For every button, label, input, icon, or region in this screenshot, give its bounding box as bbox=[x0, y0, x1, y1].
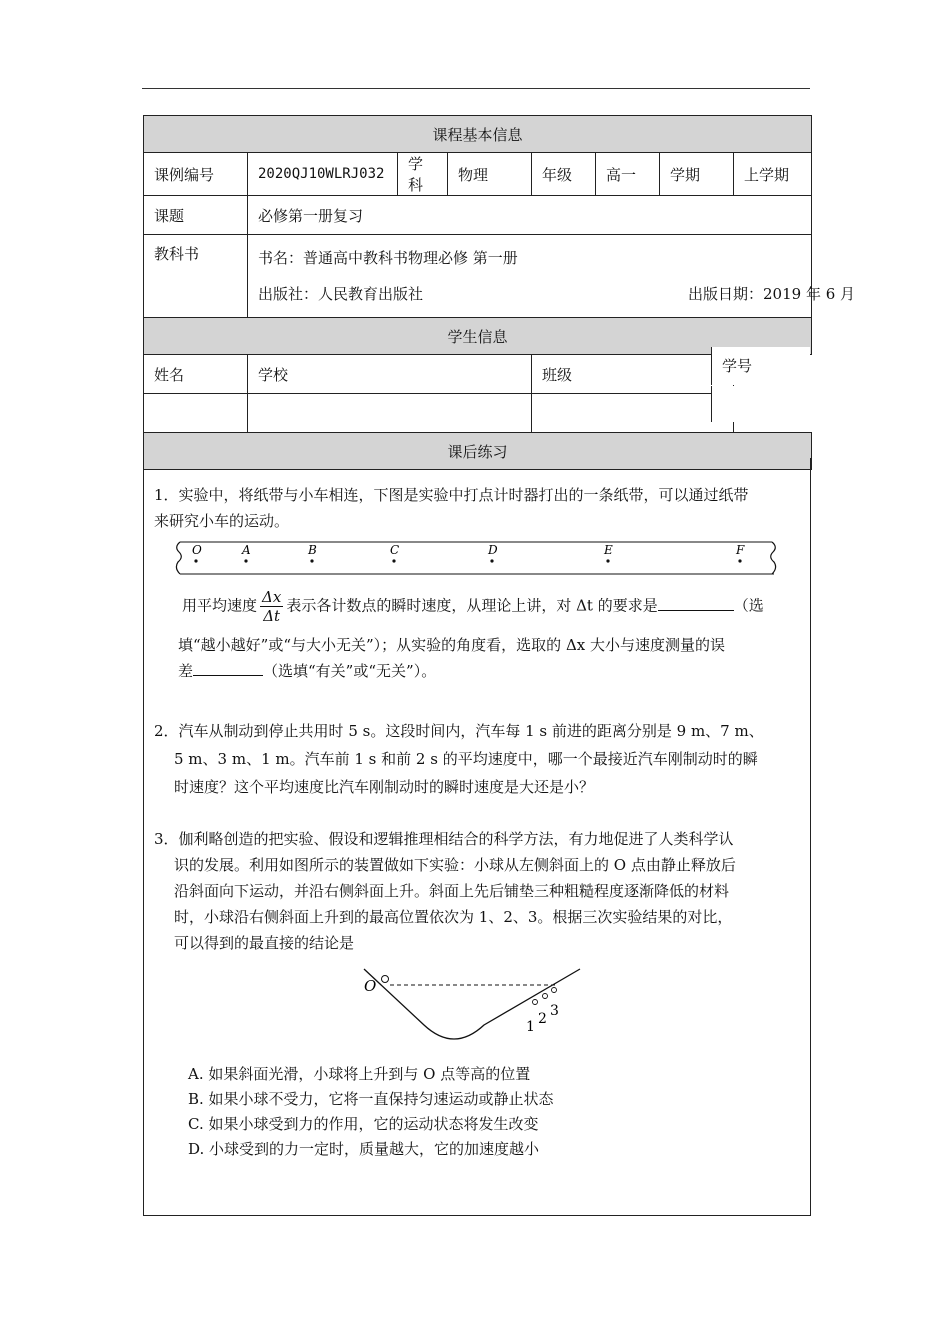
school-input[interactable] bbox=[248, 394, 532, 433]
student-id-label-overlay: 学号 bbox=[711, 347, 810, 385]
course-id-label: 课例编号 bbox=[144, 153, 248, 196]
frac-numerator: Δx bbox=[262, 588, 282, 606]
publication-date: 出版日期：2019 年 6 月 bbox=[688, 285, 856, 303]
tape-dot-C bbox=[392, 559, 395, 562]
tape-label-C: C bbox=[390, 543, 400, 557]
q1-blank-2[interactable] bbox=[193, 661, 263, 676]
student-id-input-overlay[interactable] bbox=[711, 386, 811, 422]
section-title-course-info: 课程基本信息 bbox=[144, 116, 812, 153]
q1-l3c: （选 bbox=[733, 596, 764, 615]
ball-at-O bbox=[382, 976, 389, 983]
avg-velocity-fraction bbox=[260, 588, 283, 625]
ball-position-1 bbox=[533, 1000, 538, 1005]
school-label: 学校 bbox=[248, 355, 532, 394]
q1-l5b: （选填“有关”或“无关”）。 bbox=[263, 662, 437, 680]
section-title-exercises: 课后练习 bbox=[144, 433, 812, 470]
q3-line1: 3．伽利略创造的把实验、假设和逻辑推理相结合的科学方法，有力地促进了人类科学认 bbox=[154, 830, 734, 848]
q3-line3: 沿斜面向下运动，并沿右侧斜面上升。斜面上先后铺垫三种粗糙程度逐渐降低的材料 bbox=[174, 882, 730, 900]
q3-line2: 识的发展。利用如图所示的装置做如下实验：小球从左侧斜面上的 O 点由静止释放后 bbox=[174, 856, 736, 874]
topic-value: 必修第一册复习 bbox=[248, 196, 812, 235]
q1-line1: 1．实验中，将纸带与小车相连，下图是实验中打点计时器打出的一条纸带，可以通过纸带 bbox=[154, 486, 749, 504]
label-mark-2: 2 bbox=[538, 1011, 547, 1027]
q1-l5a: 差 bbox=[178, 662, 194, 680]
q2-line3: 时速度？这个平均速度比汽车刚制动时的瞬时速度是大还是小？ bbox=[174, 778, 595, 796]
tape-dot-E bbox=[606, 559, 609, 562]
tape-label-E: E bbox=[604, 543, 613, 557]
tape-label-B: B bbox=[308, 543, 317, 557]
class-input[interactable] bbox=[532, 394, 734, 433]
ball-position-3 bbox=[552, 988, 557, 993]
publisher: 出版社：人民教育出版社 bbox=[258, 285, 424, 303]
tape-dot-F bbox=[738, 559, 741, 562]
frac-denominator: Δt bbox=[263, 607, 281, 625]
subject-label: 学科 bbox=[398, 153, 448, 196]
q1-l3a: 用平均速度 bbox=[182, 596, 258, 615]
option-a[interactable]: A. 如果斜面光滑，小球将上升到与 O 点等高的位置 bbox=[188, 1065, 531, 1083]
book-name: 书名：普通高中教科书物理必修 第一册 bbox=[258, 249, 518, 267]
exercise-section bbox=[143, 458, 811, 1216]
tape-label-A: A bbox=[242, 543, 251, 557]
section-title-student-info: 学生信息 bbox=[144, 318, 812, 355]
q1-line2: 来研究小车的运动。 bbox=[154, 512, 290, 530]
textbook-label: 教科书 bbox=[144, 235, 248, 318]
tape-dot-D bbox=[490, 559, 493, 562]
name-input[interactable] bbox=[144, 394, 248, 433]
option-d[interactable]: D. 小球受到的力一定时，质量越大，它的加速度越小 bbox=[188, 1140, 540, 1158]
option-c[interactable]: C. 如果小球受到力的作用，它的运动状态将发生改变 bbox=[188, 1115, 539, 1133]
tape-label-O: O bbox=[192, 543, 202, 557]
tape-label-D: D bbox=[488, 543, 498, 557]
tape-dot-O bbox=[194, 559, 197, 562]
grade-label: 年级 bbox=[532, 153, 596, 196]
q3-line4: 时，小球沿右侧斜面上升到的最高位置依次为 1、2、3。根据三次实验结果的对比， bbox=[174, 908, 733, 926]
term-value: 上学期 bbox=[734, 153, 812, 196]
q1-line4: 填“越小越好”或“与大小无关”）；从实验的角度看，选取的 Δx 大小与速度测量的误 bbox=[178, 636, 726, 654]
header-rule bbox=[142, 88, 810, 89]
tape-dot-A bbox=[244, 559, 247, 562]
q1-line3 bbox=[182, 588, 764, 625]
subject-value: 物理 bbox=[448, 153, 532, 196]
tape-label-F: F bbox=[736, 543, 745, 557]
q1-blank-1[interactable] bbox=[658, 596, 734, 611]
textbook-info bbox=[248, 235, 856, 318]
q1-line5 bbox=[178, 656, 436, 686]
q2-line2: 5 m、3 m、1 m。汽车前 1 s 和前 2 s 的平均速度中，哪一个最接近汽车刚制动时的瞬 bbox=[174, 750, 758, 768]
q1-l3b: 表示各计数点的瞬时速度，从理论上讲，对 Δt 的要求是 bbox=[286, 596, 658, 615]
q3-line5: 可以得到的最直接的结论是 bbox=[174, 934, 355, 952]
class-label: 班级 bbox=[532, 355, 734, 394]
ball-position-2 bbox=[543, 994, 548, 999]
topic-label: 课题 bbox=[144, 196, 248, 235]
grade-value: 高一 bbox=[596, 153, 660, 196]
q2-line1: 2．汽车从制动到停止共用时 5 s。这段时间内，汽车每 1 s 前进的距离分别是 9 m、7 m、 bbox=[154, 722, 764, 740]
label-O: O bbox=[364, 977, 377, 995]
option-b[interactable]: B. 如果小球不受力，它将一直保持匀速运动或静止状态 bbox=[188, 1090, 554, 1108]
term-label: 学期 bbox=[660, 153, 734, 196]
tape-dot-B bbox=[310, 559, 313, 562]
label-mark-3: 3 bbox=[550, 1003, 559, 1019]
name-label: 姓名 bbox=[144, 355, 248, 394]
publisher-line bbox=[258, 276, 856, 312]
course-id-value: 2020QJ10WLRJ032 bbox=[248, 153, 398, 196]
incline-figure bbox=[354, 963, 594, 1063]
label-mark-1: 1 bbox=[526, 1019, 535, 1035]
paper-tape-figure bbox=[174, 538, 784, 578]
